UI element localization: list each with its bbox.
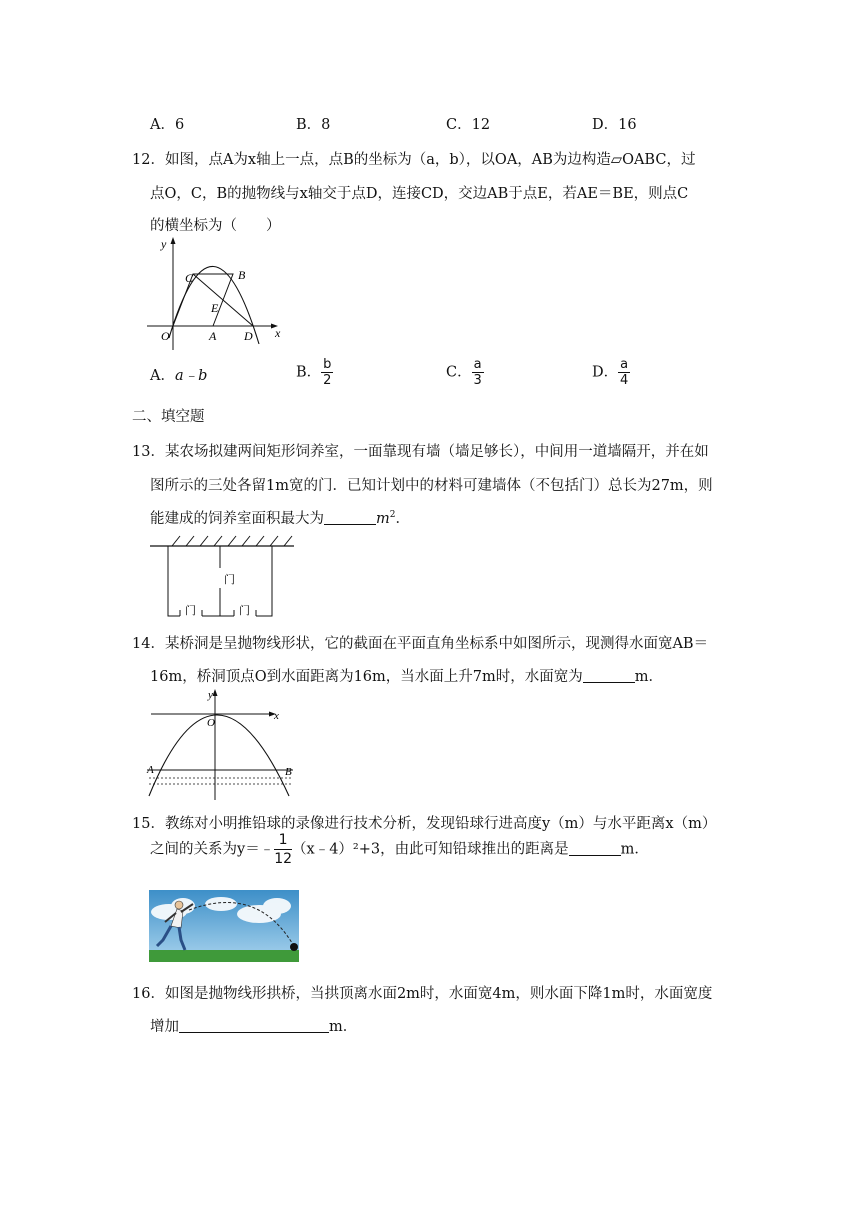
q11-option-d <box>592 113 637 134</box>
q12-options <box>150 358 750 394</box>
q13-line1 <box>132 440 709 461</box>
option-value: a﹣b <box>174 368 208 384</box>
numerator: a <box>473 357 482 372</box>
denominator: 2 <box>323 373 332 388</box>
q14-line1 <box>132 632 708 653</box>
label-b: B <box>238 268 246 282</box>
y-axis-arrow <box>213 689 218 696</box>
section-title: 二、填空题 <box>132 409 205 425</box>
q12-line2: 点O，C，B的抛物线与x轴交于点D，连接CD，交边AB于点E，若AE＝BE，则点C <box>150 186 689 202</box>
label-b: B <box>285 766 292 778</box>
parallelogram-oabc <box>173 274 233 326</box>
q12-line3: 的横坐标为（ ） <box>150 218 281 234</box>
denominator: 3 <box>473 373 482 388</box>
door-label-right: 门 <box>239 604 250 617</box>
label-d: D <box>244 329 253 343</box>
numerator: 1 <box>274 832 292 850</box>
q13-figure <box>148 532 298 622</box>
fraction <box>472 358 484 387</box>
fraction <box>618 358 630 387</box>
q11-options <box>150 113 750 133</box>
label-a: A <box>209 329 217 343</box>
q12-line1 <box>132 148 695 169</box>
q11-option-a <box>150 113 184 134</box>
answer-blank[interactable] <box>583 668 635 683</box>
enclosure-walls <box>168 546 272 616</box>
q13-line3 <box>150 507 410 528</box>
q15-line1 <box>132 812 716 833</box>
option-value: 6 <box>174 117 185 133</box>
q16-line1 <box>132 982 712 1003</box>
label-x: x <box>275 326 281 340</box>
label-e: E <box>211 301 219 315</box>
unit: m． <box>329 1019 358 1035</box>
option-letter: B． <box>296 117 322 133</box>
unit: m． <box>620 841 649 858</box>
question-number: 16． <box>132 986 165 1002</box>
question-text: 如图是抛物线形拱桥，当拱顶离水面2m时，水面宽4m，则水面下降1m时，水面宽度 <box>164 986 713 1002</box>
option-letter: B． <box>296 364 322 381</box>
question-text: 如图，点A为x轴上一点，点B的坐标为（a，b），以OA，AB为边构造▱OABC，过 <box>164 152 696 168</box>
option-letter: A． <box>150 368 175 384</box>
numerator: a <box>620 357 629 372</box>
question-text: 能建成的饲养室面积最大为 <box>150 511 324 527</box>
q13-line2: 图所示的三处各留1m宽的门．已知计划中的材料可建墙体（不包括门）总长为27m，则 <box>150 478 713 494</box>
question-text: 某桥洞是呈抛物线形状，它的截面在平面直角坐标系中如图所示，现测得水面宽AB＝ <box>164 636 709 652</box>
option-letter: D． <box>592 364 619 381</box>
question-text: 某农场拟建两间矩形饲养室，一面靠现有墙（墙足够长），中间用一道墙隔开，并在如 <box>164 444 709 460</box>
denominator: 4 <box>619 373 629 388</box>
label-y: y <box>208 689 213 701</box>
numerator: b <box>323 357 332 372</box>
question-number: 15． <box>132 816 165 832</box>
q14-figure <box>143 686 303 802</box>
answer-blank[interactable] <box>569 841 621 856</box>
door-label-middle: 门 <box>224 573 235 586</box>
shot-ball <box>290 943 298 951</box>
q11-option-b <box>296 113 330 134</box>
question-text: 教练对小明推铅球的录像进行技术分析，发现铅球行进高度y（m）与水平距离x（m） <box>164 816 717 832</box>
unit: m． <box>634 669 664 685</box>
question-number: 13． <box>132 444 165 460</box>
y-axis-arrow <box>171 237 176 244</box>
option-letter: C． <box>446 364 472 381</box>
q12-option-b <box>296 358 333 387</box>
q12-option-a <box>150 364 207 385</box>
unit: m <box>376 511 390 527</box>
exponent: 2 <box>389 510 396 521</box>
question-number: 14． <box>132 636 165 652</box>
option-letter: A． <box>150 117 175 133</box>
question-text: 之间的关系为y＝﹣ <box>150 841 275 858</box>
answer-blank[interactable] <box>324 510 376 525</box>
option-letter: D． <box>592 117 619 133</box>
door-label-left: 门 <box>185 604 196 617</box>
label-a: A <box>147 764 154 776</box>
q12-figure <box>145 232 285 352</box>
denominator: 12 <box>274 851 293 867</box>
option-value: 12 <box>471 117 491 133</box>
label-o: O <box>207 717 215 729</box>
question-text: 16m，桥洞顶点O到水面距离为16m，当水面上升7m时，水面宽为 <box>150 669 583 685</box>
q16-line2 <box>150 1015 357 1036</box>
q15-line2 <box>150 832 649 867</box>
label-c: C <box>185 271 194 285</box>
fraction <box>274 832 292 867</box>
q11-option-c <box>446 113 490 134</box>
option-value: 8 <box>321 117 331 133</box>
answer-blank[interactable] <box>179 1018 329 1033</box>
question-text: 增加 <box>150 1019 179 1035</box>
label-y: y <box>161 237 167 251</box>
label-x: x <box>274 710 279 722</box>
option-letter: C． <box>446 117 472 133</box>
question-text: （x﹣4）²+3，由此可知铅球推出的距离是 <box>292 841 569 858</box>
shot-put-illustration <box>149 890 299 962</box>
wall-hatching <box>172 536 292 546</box>
q12-option-c <box>446 358 484 387</box>
fraction <box>321 358 333 387</box>
punctuation: ． <box>395 511 410 527</box>
option-value: 16 <box>618 117 637 133</box>
label-o: O <box>161 329 170 343</box>
grass <box>149 950 299 962</box>
q14-line2 <box>150 665 663 686</box>
q12-option-d <box>592 358 630 387</box>
question-number: 12． <box>132 152 165 168</box>
